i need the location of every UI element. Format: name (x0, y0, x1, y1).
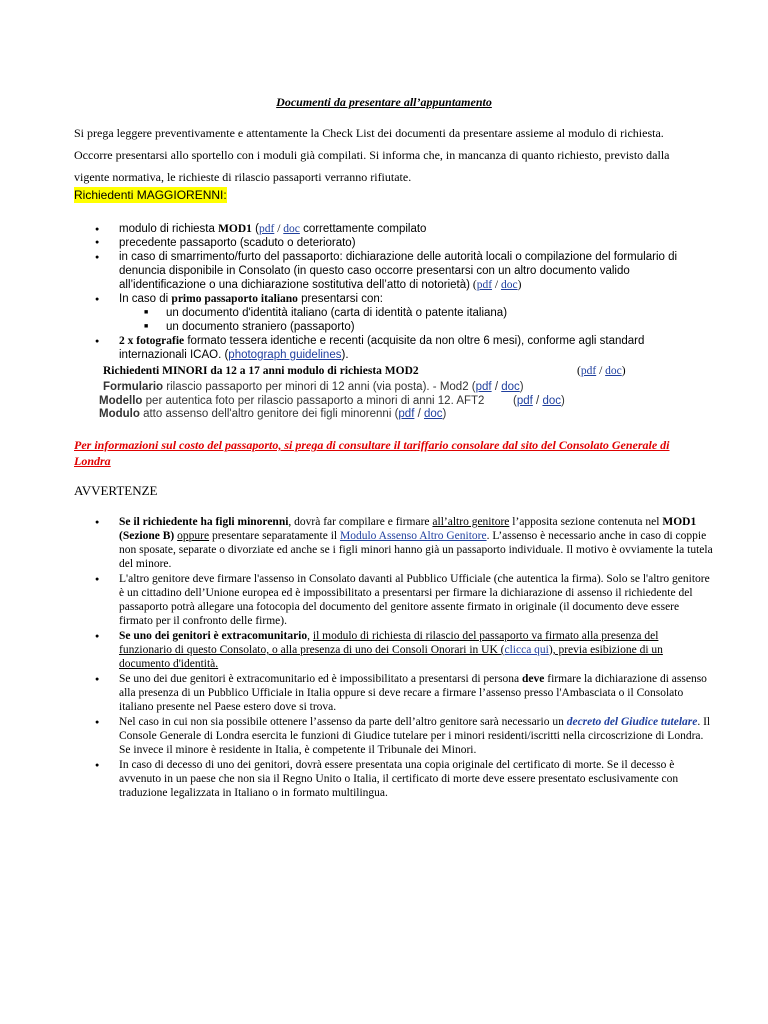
warnings-heading: AVVERTENZE (74, 483, 158, 498)
aft2-pdf-link[interactable]: pdf (516, 395, 533, 407)
passport-cost-info-link[interactable]: Per informazioni sul costo del passaporto, si prega di consultare il tariffario consolare dal sito del Consolato Generale di Londra (74, 438, 670, 468)
modulo-assenso-link[interactable]: Modulo Assenso Altro Genitore (339, 530, 487, 542)
list-item: ■ un documento d'identità italiano (carta di identità o patente italiana) (119, 306, 714, 320)
list-item: ● Nel caso in cui non sia possibile ottenere l’assenso da parte dell’altro genitore sarà necessario un decreto del Giudice tutelare. Il Console Generale di Londra esercita le funzioni di Giudice tutelare per i minori residenti/iscritti nella circoscrizione di Londra. Se invece il minore è residente in Italia, è competente il Tribunale dei Minori. (74, 715, 714, 757)
list-item: ■ un documento straniero (passaporto) (119, 320, 714, 334)
mod1-doc-link[interactable]: doc (283, 223, 300, 235)
warnings-list (74, 515, 714, 801)
mod2-pdf-link[interactable]: pdf (580, 365, 597, 377)
minors-heading: Richiedenti MINORI da 12 a 17 anni modulo di richiesta MOD2 (103, 365, 419, 377)
assenso-doc-link[interactable]: doc (424, 408, 443, 420)
list-item: ● 2 x fotografie formato tessera identiche e recenti (acquisite da non oltre 6 mesi), conforme agli standard internazionali ICAO. (photograph guidelines). (74, 334, 714, 362)
minors-row-modello: Modello per autentica foto per rilascio passaporto a minori di anni 12. AFT2 (pdf / doc) (99, 395, 565, 407)
intro-paragraph: Si prega leggere preventivamente e attentamente la Check List dei documenti da presentare assieme al modulo di richiesta. Occorre presentarsi allo sportello con i moduli già compilati. Si informa che, in mancanza di quanto richiesto, previsto dalla vigente normativa, le richieste di rilascio passaporti verranno rifiutate. (74, 126, 670, 184)
formulario-pdf-link[interactable]: pdf (475, 381, 492, 393)
list-item: ● Se uno dei due genitori è extracomunitario ed è impossibilitato a presentarsi di persona deve firmare la dichiarazione di assenso alla presenza di un Pubblico Ufficiale in Italia oppure si deve recare a firmare l’assenso presso l'Ambasciata o il Consolato italiano presente nel Paese estero dove si trova. (74, 672, 714, 714)
list-item: ● modulo di richiesta MOD1 (pdf / doc correttamente compilato (74, 222, 714, 236)
minors-row-modulo: Modulo atto assenso dell'altro genitore dei figli minorenni (pdf / doc) (99, 408, 447, 420)
adults-heading: Richiedenti MAGGIORENNI: (74, 188, 227, 202)
photograph-guidelines-link[interactable]: photograph guidelines (228, 349, 342, 361)
denuncia-pdf-link[interactable]: pdf (476, 279, 493, 291)
mod2-doc-link[interactable]: doc (605, 365, 622, 377)
formulario-doc-link[interactable]: doc (501, 381, 520, 393)
minors-row-formulario: Formulario rilascio passaporto per minori di 12 anni (via posta). - Mod2 (pdf / doc) (103, 381, 524, 393)
list-item: ● precedente passaporto (scaduto o deteriorato) (74, 236, 714, 250)
list-item: ● In caso di decesso di uno dei genitori, dovrà essere presentata una copia originale del certificato di morte. Se il decesso è avvenuto in un paese che non sia il Regno Unito o Italia, il certificato di morte deve essere presentato esclusivamente con traduzione legalizzata in Italiano o in formato multilingua. (74, 758, 714, 800)
mod1-pdf-link[interactable]: pdf (258, 223, 275, 235)
list-item: ● Se uno dei genitori è extracomunitario, il modulo di richiesta di rilascio del passaporto va firmato alla presenza del funzionario di questo Consolato, o alla presenza di uno dei Consoli Onorari in UK (clicca qui), previa esibizione di un documento d'identità. (74, 629, 714, 671)
list-item: ● in caso di smarrimento/furto del passaporto: dichiarazione delle autorità locali o compilazione del formulario di denuncia disponibile in Consolato (in questo caso occorre presentarsi con un altro documento valido all’identificazione o una dichiarazione sostitutiva dell’atto di notorietà) (pdf / doc) (74, 250, 714, 292)
list-item: ● Se il richiedente ha figli minorenni, dovrà far compilare e firmare all’altro genitore l’apposita sezione contenuta nel MOD1 (Sezione B) oppure presentare separatamente il Modulo Assenso Altro Genitore. L’assenso è necessario anche in caso di coppie non sposate, separate o divorziate ed anche se i figli minori hanno già un passaporto individuale. Il motivo è ovviamente la tutela del minore. (74, 515, 714, 571)
first-passport-sublist (119, 306, 714, 334)
aft2-doc-link[interactable]: doc (542, 395, 561, 407)
consoli-onorari-link[interactable]: clicca qui (504, 644, 549, 656)
minors-heading-row: Richiedenti MINORI da 12 a 17 anni modulo di richiesta MOD2 (pdf / doc) (103, 365, 626, 377)
list-item: ● L'altro genitore deve firmare l'assenso in Consolato davanti al Pubblico Ufficiale (che autentica la firma). Solo se l'altro genitore è un cittadino dell’Unione europea ed è impossibilitato a presentarsi per firmare la dichiarazione di assenso il richiedente del passaporto potrà allegare una fotocopia del documento del genitore assente firmato in originale (il documento deve essere firmato per il confronto delle firme). (74, 572, 714, 628)
adults-requirements-list (74, 222, 714, 362)
assenso-pdf-link[interactable]: pdf (398, 408, 415, 420)
page-title: Documenti da presentare all’appuntamento (276, 95, 492, 109)
denuncia-doc-link[interactable]: doc (500, 279, 518, 291)
giudice-tutelare-link[interactable]: decreto del Giudice tutelare (566, 716, 698, 728)
list-item: ● In caso di primo passaporto italiano presentarsi con: ■ un documento d'identità italiano (carta di identità o patente italiana) ■ un documento straniero (passaporto) (74, 292, 714, 334)
